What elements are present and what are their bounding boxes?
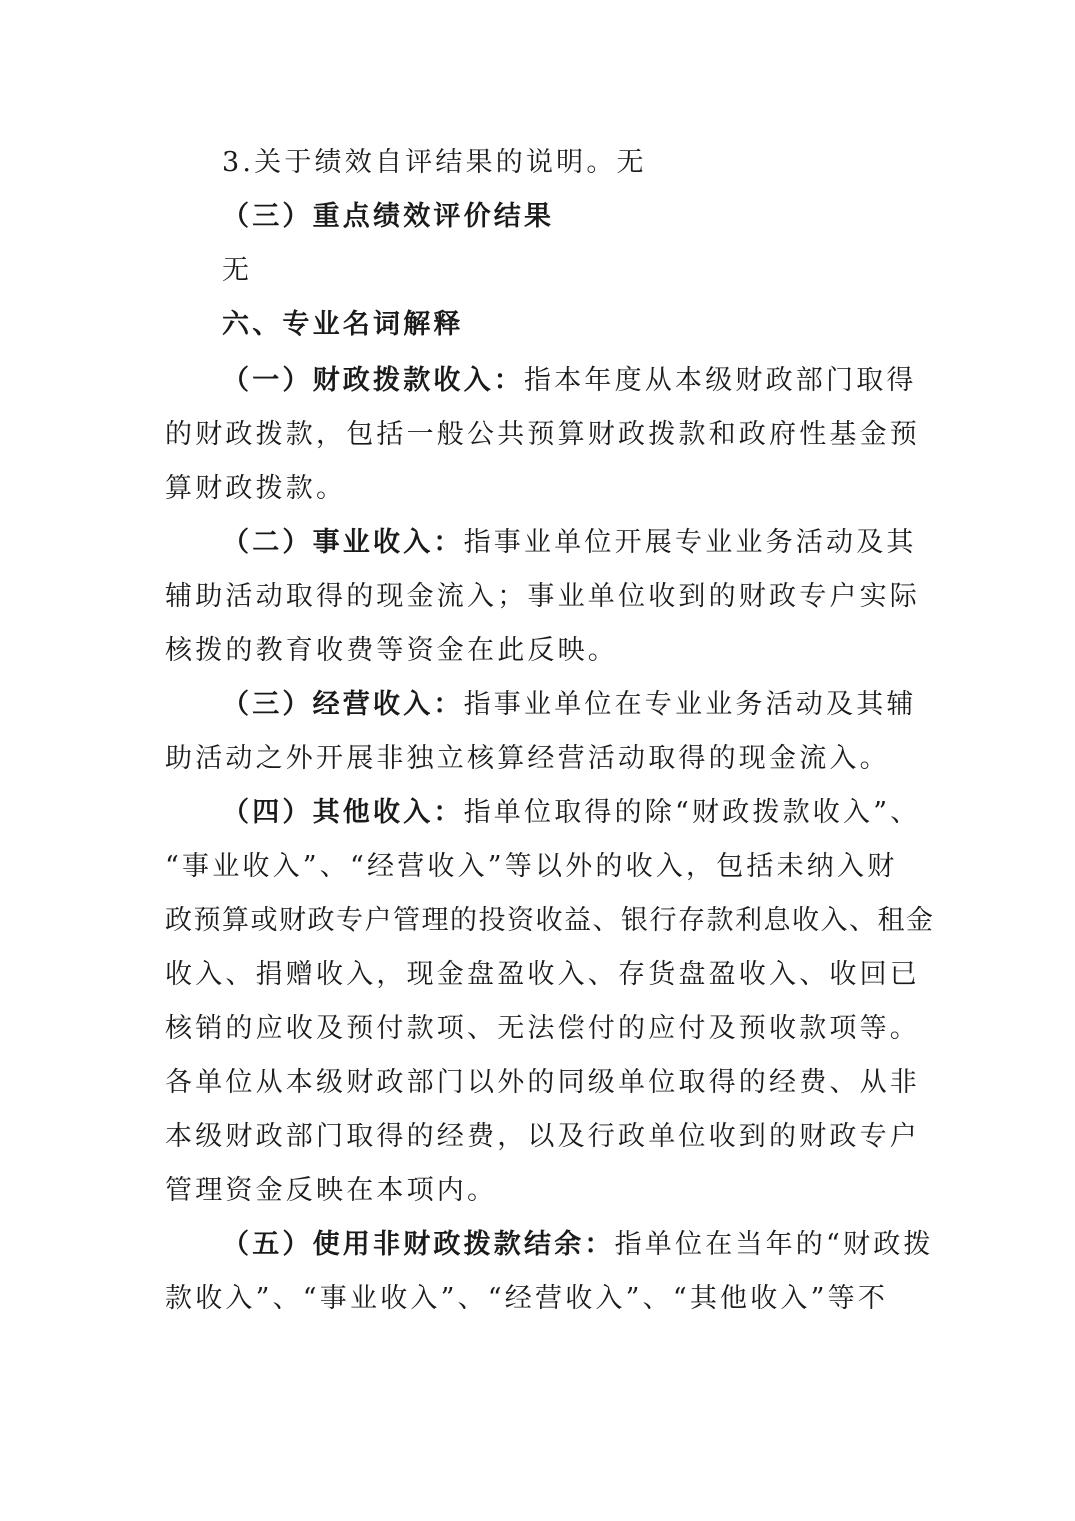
term-1-text: 指本年度从本级财政部门取得 xyxy=(524,365,917,396)
section5-sub3-heading: （三）重点绩效评价结果 xyxy=(222,201,555,232)
term-5-line2: 款收入”、“事业收入”、“经营收入”、“其他收入”等不 xyxy=(165,1283,889,1314)
term-4-text: 指单位取得的除“财政拨款收入”、 xyxy=(463,797,921,828)
term-5-first-line xyxy=(222,1228,934,1262)
term-3-first-line xyxy=(222,688,917,722)
term-2-line2: 辅助活动取得的现金流入；事业单位收到的财政专户实际 xyxy=(165,581,920,612)
term-4-line3: 政预算或财政专户管理的投资收益、银行存款利息收入、租金 xyxy=(165,905,935,936)
term-5-text: 指单位在当年的“财政拨 xyxy=(614,1229,934,1260)
term-4-line8: 管理资金反映在本项内。 xyxy=(165,1175,498,1206)
term-4-first-line xyxy=(222,796,920,830)
term-4-line6: 各单位从本级财政部门以外的同级单位取得的经费、从非 xyxy=(165,1067,920,1098)
term-3-text: 指事业单位在专业业务活动及其辅 xyxy=(463,689,917,720)
term-2-line3: 核拨的教育收费等资金在此反映。 xyxy=(165,635,618,666)
term-4-line5: 核销的应收及预付款项、无法偿付的应付及预收款项等。 xyxy=(165,1013,920,1044)
term-3-label: （三）经营收入： xyxy=(222,689,464,720)
term-1-label: （一）财政拨款收入： xyxy=(222,365,524,396)
term-4-line7: 本级财政部门取得的经费，以及行政单位收到的财政专户 xyxy=(165,1121,920,1152)
section5-sub3-body: 无 xyxy=(222,255,253,286)
term-2-label: （二）事业收入： xyxy=(222,527,464,558)
term-5-label: （五）使用非财政拨款结余： xyxy=(222,1229,615,1260)
term-1-first-line xyxy=(222,364,917,398)
term-4-line4: 收入、捐赠收入，现金盘盈收入、存货盘盈收入、收回已 xyxy=(165,959,920,990)
term-2-text: 指事业单位开展专业业务活动及其 xyxy=(463,527,917,558)
term-1-line2: 的财政拨款，包括一般公共预算财政拨款和政府性基金预 xyxy=(165,419,920,450)
term-2-first-line xyxy=(222,526,917,560)
term-4-line2: “事业收入”、“经营收入”等以外的收入，包括未纳入财 xyxy=(165,851,898,882)
section5-item3: 3.关于绩效自评结果的说明。无 xyxy=(222,147,647,178)
term-1-line3: 算财政拨款。 xyxy=(165,473,347,504)
section6-heading: 六、专业名词解释 xyxy=(222,309,464,340)
term-4-label: （四）其他收入： xyxy=(222,797,464,828)
term-3-line2: 助活动之外开展非独立核算经营活动取得的现金流入。 xyxy=(165,743,890,774)
